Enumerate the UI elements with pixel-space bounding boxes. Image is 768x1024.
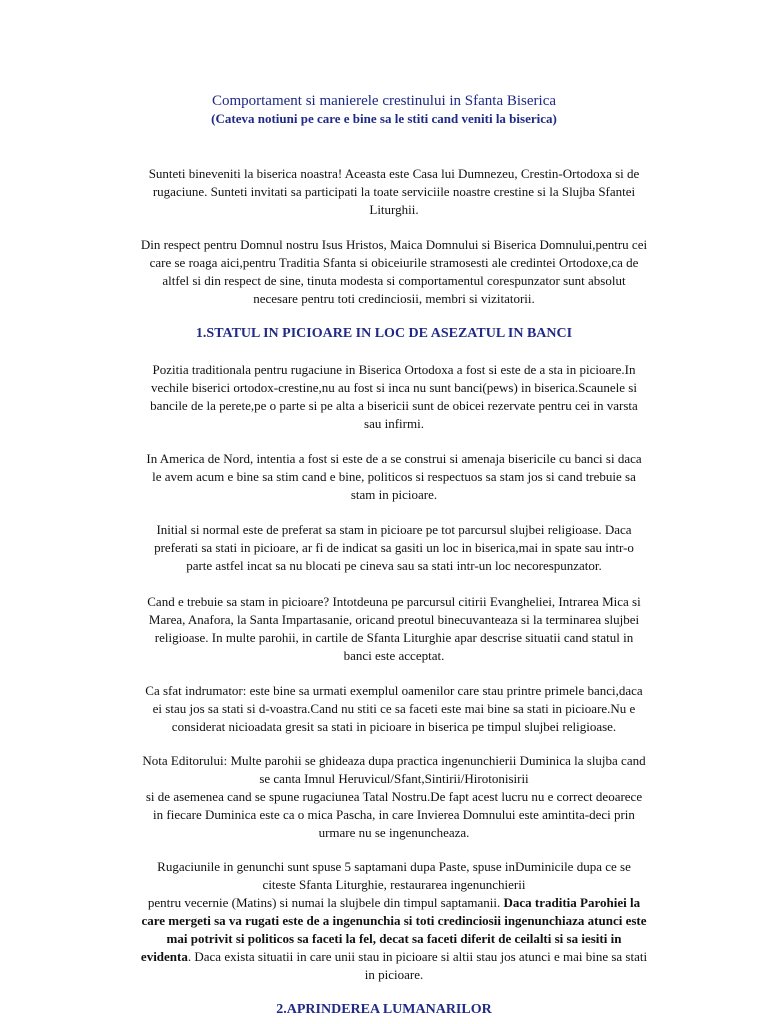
text-bold: care mergeti sa va rugati este de a ingenunchia si toti credinciosii ingenunchiaza atunci este: [141, 913, 647, 928]
text-bold: evidenta: [140, 949, 188, 964]
text-line: religioase. In multe parohii, in cartile de Sfanta Liturghie apar descrise situatii cand statul in: [154, 630, 634, 645]
text-line: se canta Imnul Heruvicul/Sfant,Sintirii/Hirotonisirii: [259, 771, 529, 786]
text-line: citeste Sfanta Liturghie, restaurarea ingenunchierii: [262, 877, 526, 892]
text-line: in fiecare Duminica este ca o mica Pascha, in care Invierea Domnului este amintita-deci prin: [153, 807, 635, 822]
text-line: Initial si normal este de preferat sa stam in picioare pe tot parcursul slujbei religioase. Daca: [156, 522, 632, 537]
text-line: Sunteti bineveniti la biserica noastra! Aceasta este Casa lui Dumnezeu, Crestin-Ortodoxa si de: [148, 166, 640, 181]
text-bold: mai potrivit si politicos sa faceti la fel, decat sa faceti diferit de ceilalti si sa iesiti in: [166, 931, 622, 946]
text-line: bancile de la perete,pe o parte si pe alta a bisericii sunt de obicei rezervate pentru cei in varsta: [150, 398, 638, 413]
section-1-paragraph-2: [92, 450, 696, 504]
text-line: In America de Nord, intentia a fost si este de a se construi si amenaja bisericile cu banci si daca: [146, 451, 642, 466]
text-normal: . Daca exista situatii in care unii stau in picioare si altii stau jos atunci e mai bine sa stati: [187, 949, 648, 964]
text-line: necesare pentru toti credinciosii, membri si vizitatorii.: [253, 291, 535, 306]
text-normal: pentru vecernie (Matins) si numai la slujbele din timpul saptamanii.: [147, 895, 501, 910]
section-1-paragraph-5: [92, 682, 696, 736]
text-bold: Daca traditia Parohiei la: [500, 895, 641, 910]
text-line: preferati sa stati in picioare, ar fi de indicat sa gasiti un loc in biserica,mai in spate sau intr-o: [154, 540, 634, 555]
text-line: sau infirmi.: [364, 416, 424, 431]
text-line: Marea, Anafora, la Santa Impartasanie, oricand preotul binecuvanteaza si la terminarea slujbei: [148, 612, 640, 627]
text-line: in picioare.: [364, 967, 424, 982]
section-1-paragraph-4: [92, 593, 696, 665]
text-line: considerat nicioadata gresit sa stati in picioare in biserica pe timpul slujbei religioase.: [171, 719, 617, 734]
text-line: Ca sfat indrumator: este bine sa urmati exemplul oamenilor care stau printre primele banci,daca: [145, 683, 643, 698]
text-line: Din respect pentru Domnul nostru Isus Hristos, Maica Domnului si Biserica Domnului,pentru cei: [140, 237, 648, 252]
document-title: Comportament si manierele crestinului in Sfanta Biserica: [211, 93, 557, 109]
editor-note-paragraph: [92, 752, 696, 842]
text-line: parte astfel incat sa nu blocati pe cineva sau sa stati intr-un loc necorespunzator.: [186, 558, 602, 573]
text-line: si de asemenea cand se spune rugaciunea Tatal Nostru.De fapt acest lucru nu e correct deoarece: [145, 789, 643, 804]
section-1-paragraph-1: [92, 361, 696, 433]
text-line: [92, 912, 696, 930]
section-1-heading: 1.STATUL IN PICIOARE IN LOC DE ASEZATUL IN BANCI: [195, 326, 573, 341]
text-line: Pozitia traditionala pentru rugaciune in Biserica Ortodoxa a fost si este de a sta in picioare.In: [152, 362, 636, 377]
intro-paragraph-1: [92, 165, 696, 219]
document-subtitle: (Cateva notiuni pe care e bine sa le stiti cand veniti la biserica): [211, 111, 557, 126]
intro-paragraph-2: [92, 236, 696, 308]
text-line: altfel si din respect de sine, tinuta modesta si comportamentul corespunzator sunt absolut: [162, 273, 626, 288]
text-line: [92, 930, 696, 948]
text-line: urmare nu se ingenuncheaza.: [318, 825, 470, 840]
text-line: ei stau jos sa stati si d-voastra.Cand nu stiti ce sa faceti este mai bine sa stati in picioare.Nu e: [152, 701, 636, 716]
text-line: rugaciune. Sunteti invitati sa participati la toate serviciile noastre crestine si la Slujba Sfantei: [152, 184, 636, 199]
text-line: [92, 948, 696, 966]
text-line: [92, 894, 696, 912]
text-line: Rugaciunile in genunchi sunt spuse 5 saptamani dupa Paste, spuse inDuminicile dupa ce se: [157, 859, 631, 874]
kneeling-prayers-paragraph: [92, 858, 696, 984]
text-line: Nota Editorului: Multe parohii se ghideaza dupa practica ingenunchierii Duminica la slujba cand: [142, 753, 646, 768]
text-line: le avem acum e bine sa stim cand e bine, politicos si respectuos sa stam jos si cand trebuie sa: [152, 469, 636, 484]
text-line: vechile biserici ortodox-crestine,nu au fost si inca nu sunt banci(pews) in biserica.Scaunele si: [151, 380, 637, 395]
text-line: Cand e trebuie sa stam in picioare? Intotdeuna pe parcursul citirii Evangheliei, Intrarea Mica si: [147, 594, 641, 609]
section-2-heading: 2.APRINDEREA LUMANARILOR: [276, 1002, 492, 1017]
text-line: banci este acceptat.: [343, 648, 445, 663]
section-1-paragraph-3: [92, 521, 696, 575]
text-line: care se roaga aici,pentru Traditia Sfanta si obiceiurile stramosesti ale credintei Ortodoxe,ca de: [149, 255, 639, 270]
text-line: stam in picioare.: [350, 487, 438, 502]
text-line: Liturghii.: [369, 202, 419, 217]
